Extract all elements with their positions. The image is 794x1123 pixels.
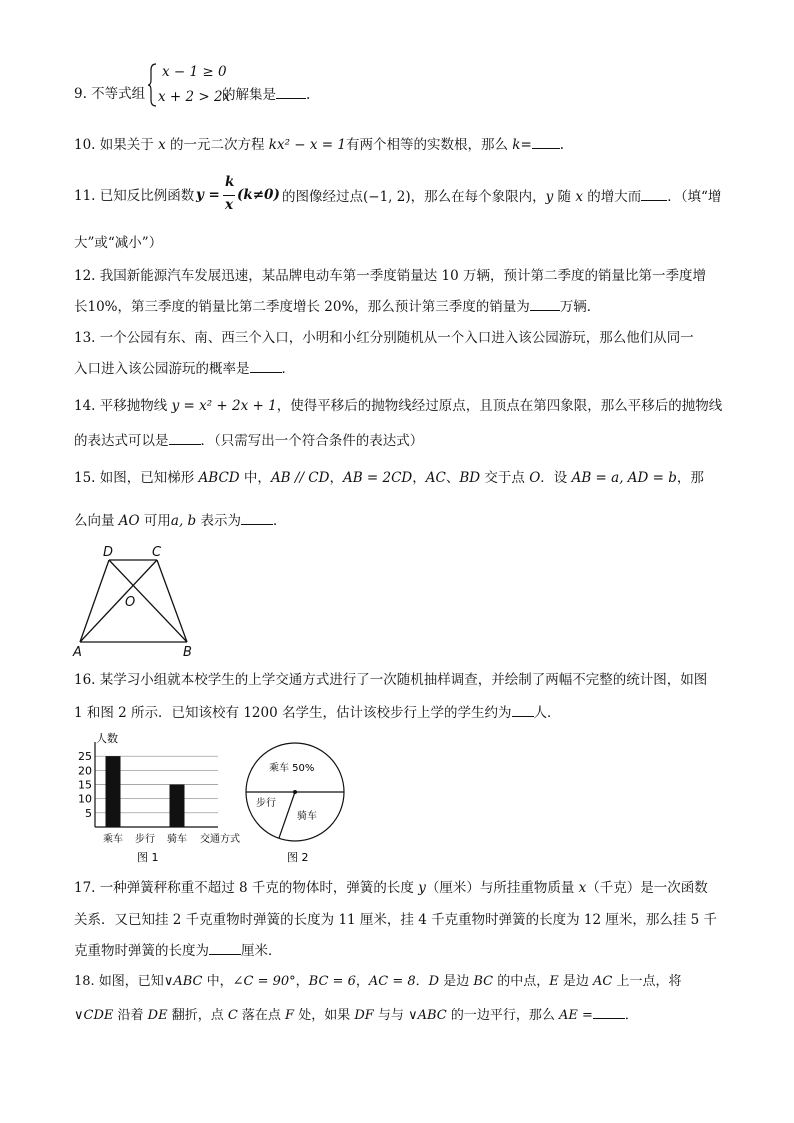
pie-label-bike: 骑车: [297, 811, 317, 822]
q16-line1: 16. 某学习小组就本校学生的上学交通方式进行了一次随机抽样调查，并绘制了两幅不完整的统计图，如图: [74, 672, 708, 688]
q13-line1: 13. 一个公园有东、南、西三个入口，小明和小红分别随机从一个入口进入该公园游玩，那么他们从同一: [74, 330, 694, 346]
q9-brace: [148, 62, 158, 108]
q9-answer-blank[interactable]: [276, 84, 306, 99]
q15-line2: 么向量 AO 可用a, b 表示为 ．: [74, 510, 287, 531]
x-tick-label: 骑车: [167, 834, 187, 845]
q9-text: 9. 不等式组: [74, 86, 146, 102]
q9-row2: x + 2 > 2x: [158, 89, 231, 105]
label-O: O: [125, 595, 136, 610]
q18-line1: 18. 如图，已知∨ABC 中，∠C = 90°，BC = 6，AC = 8．D 是边 BC 的中点，E 是边 AC 上一点，将: [74, 974, 682, 989]
q17-line2: 关系．又已知挂 2 千克重物时弹簧的长度为 11 厘米，挂 4 千克重物时弹簧的长度为 12 厘米，那么挂 5 千: [74, 912, 718, 928]
y-tick-label: 20: [78, 764, 92, 778]
q13-answer-blank[interactable]: [250, 358, 282, 373]
pie-label-walk: 步行: [256, 798, 276, 809]
edge-CB: [157, 560, 187, 642]
q13-line2: 入口进入该公园游玩的概率是 ．: [74, 358, 295, 379]
q17-line1: 17. 一种弹簧秤称重不超过 8 千克的物体时，弹簧的长度 y（厘米）与所挂重物质量 x（千克）是一次函数: [74, 880, 708, 896]
y-tick-label: 10: [78, 792, 92, 806]
x-tick-label: 步行: [135, 834, 155, 845]
q14-answer-blank[interactable]: [169, 430, 201, 445]
y-tick-label: 15: [78, 778, 92, 792]
pie-label-ride: 乘车 50%: [269, 763, 315, 774]
fraction-bar: [223, 195, 235, 196]
q17-answer-blank[interactable]: [209, 940, 241, 955]
label-D: D: [103, 545, 114, 560]
q10-text: 10. 如果关于 x 的一元二次方程 kx² − x = 1有两个相等的实数根，那么 k= .: [74, 134, 564, 155]
q11-text: 11. 已知反比例函数: [74, 188, 195, 204]
q15-line1: 15. 如图，已知梯形 ABCD 中，AB // CD，AB = 2CD，AC、BD 交于点 O．设 AB = a, AD = b，那: [74, 470, 704, 486]
q14-line1: 14. 平移抛物线 y = x² + 2x + 1，使得平移后的抛物线经过原点，且顶点在第四象限，那么平移后的抛物线: [74, 398, 723, 414]
y-tick-label: 25: [78, 750, 92, 764]
bar-0: [106, 756, 121, 827]
bar-2: [170, 785, 185, 828]
q17-line3: 克重物时弹簧的长度为 厘米．: [74, 940, 282, 961]
q11-answer-blank[interactable]: [641, 186, 667, 201]
q9-post: 的解集是: [222, 87, 276, 103]
chart-title-fig2: 图 2: [287, 851, 309, 864]
q18-answer-blank[interactable]: [593, 1004, 625, 1019]
diagonal-AC: [80, 560, 157, 642]
diagonal-BD: [109, 560, 187, 642]
q11-line2: 大”或“减小”）: [74, 235, 163, 251]
chart-title-fig1: 图 1: [137, 851, 159, 864]
q12-line2: 长10%，第三季度的销量比第二季度增长 20%，那么预计第三季度的销量为 万辆．: [74, 296, 600, 317]
q18-line2: ∨CDE 沿着 DE 翻折，点 C 落在点 F 处，如果 DF 与与 ∨ABC 的一边平行，那么 AE = ．: [74, 1004, 638, 1026]
pie-divider-radius: [279, 792, 295, 838]
trapezoid-figure: [70, 540, 200, 660]
q15-answer-blank[interactable]: [241, 510, 273, 525]
bar-chart-fig1: [68, 730, 253, 865]
q14-line2: 的表达式可以是 ．（只需写出一个符合条件的表达式）: [74, 430, 423, 451]
y-axis-label: 人数: [96, 732, 118, 745]
q9-row1: x − 1 ≥ 0: [162, 64, 227, 80]
q16-line2: 1 和图 2 所示．已知该校有 1200 名学生，估计该校步行上学的学生约为 人．: [74, 702, 561, 723]
pie-center: [293, 790, 297, 794]
x-axis-label: 交通方式: [200, 834, 240, 845]
q10-answer-blank[interactable]: [532, 134, 560, 149]
x-tick-label: 乘车: [103, 834, 123, 845]
q12-line1: 12. 我国新能源汽车发展迅速，某品牌电动车第一季度销量达 10 万辆，预计第二季度的销量比第一季度增: [74, 268, 707, 284]
q16-answer-blank[interactable]: [512, 702, 534, 717]
pie-chart-fig2: [240, 740, 355, 865]
label-C: C: [152, 545, 162, 560]
y-tick-label: 5: [85, 806, 92, 820]
label-B: B: [183, 645, 192, 660]
q12-answer-blank[interactable]: [530, 296, 560, 311]
edge-AD: [80, 560, 109, 642]
label-A: A: [73, 645, 82, 660]
